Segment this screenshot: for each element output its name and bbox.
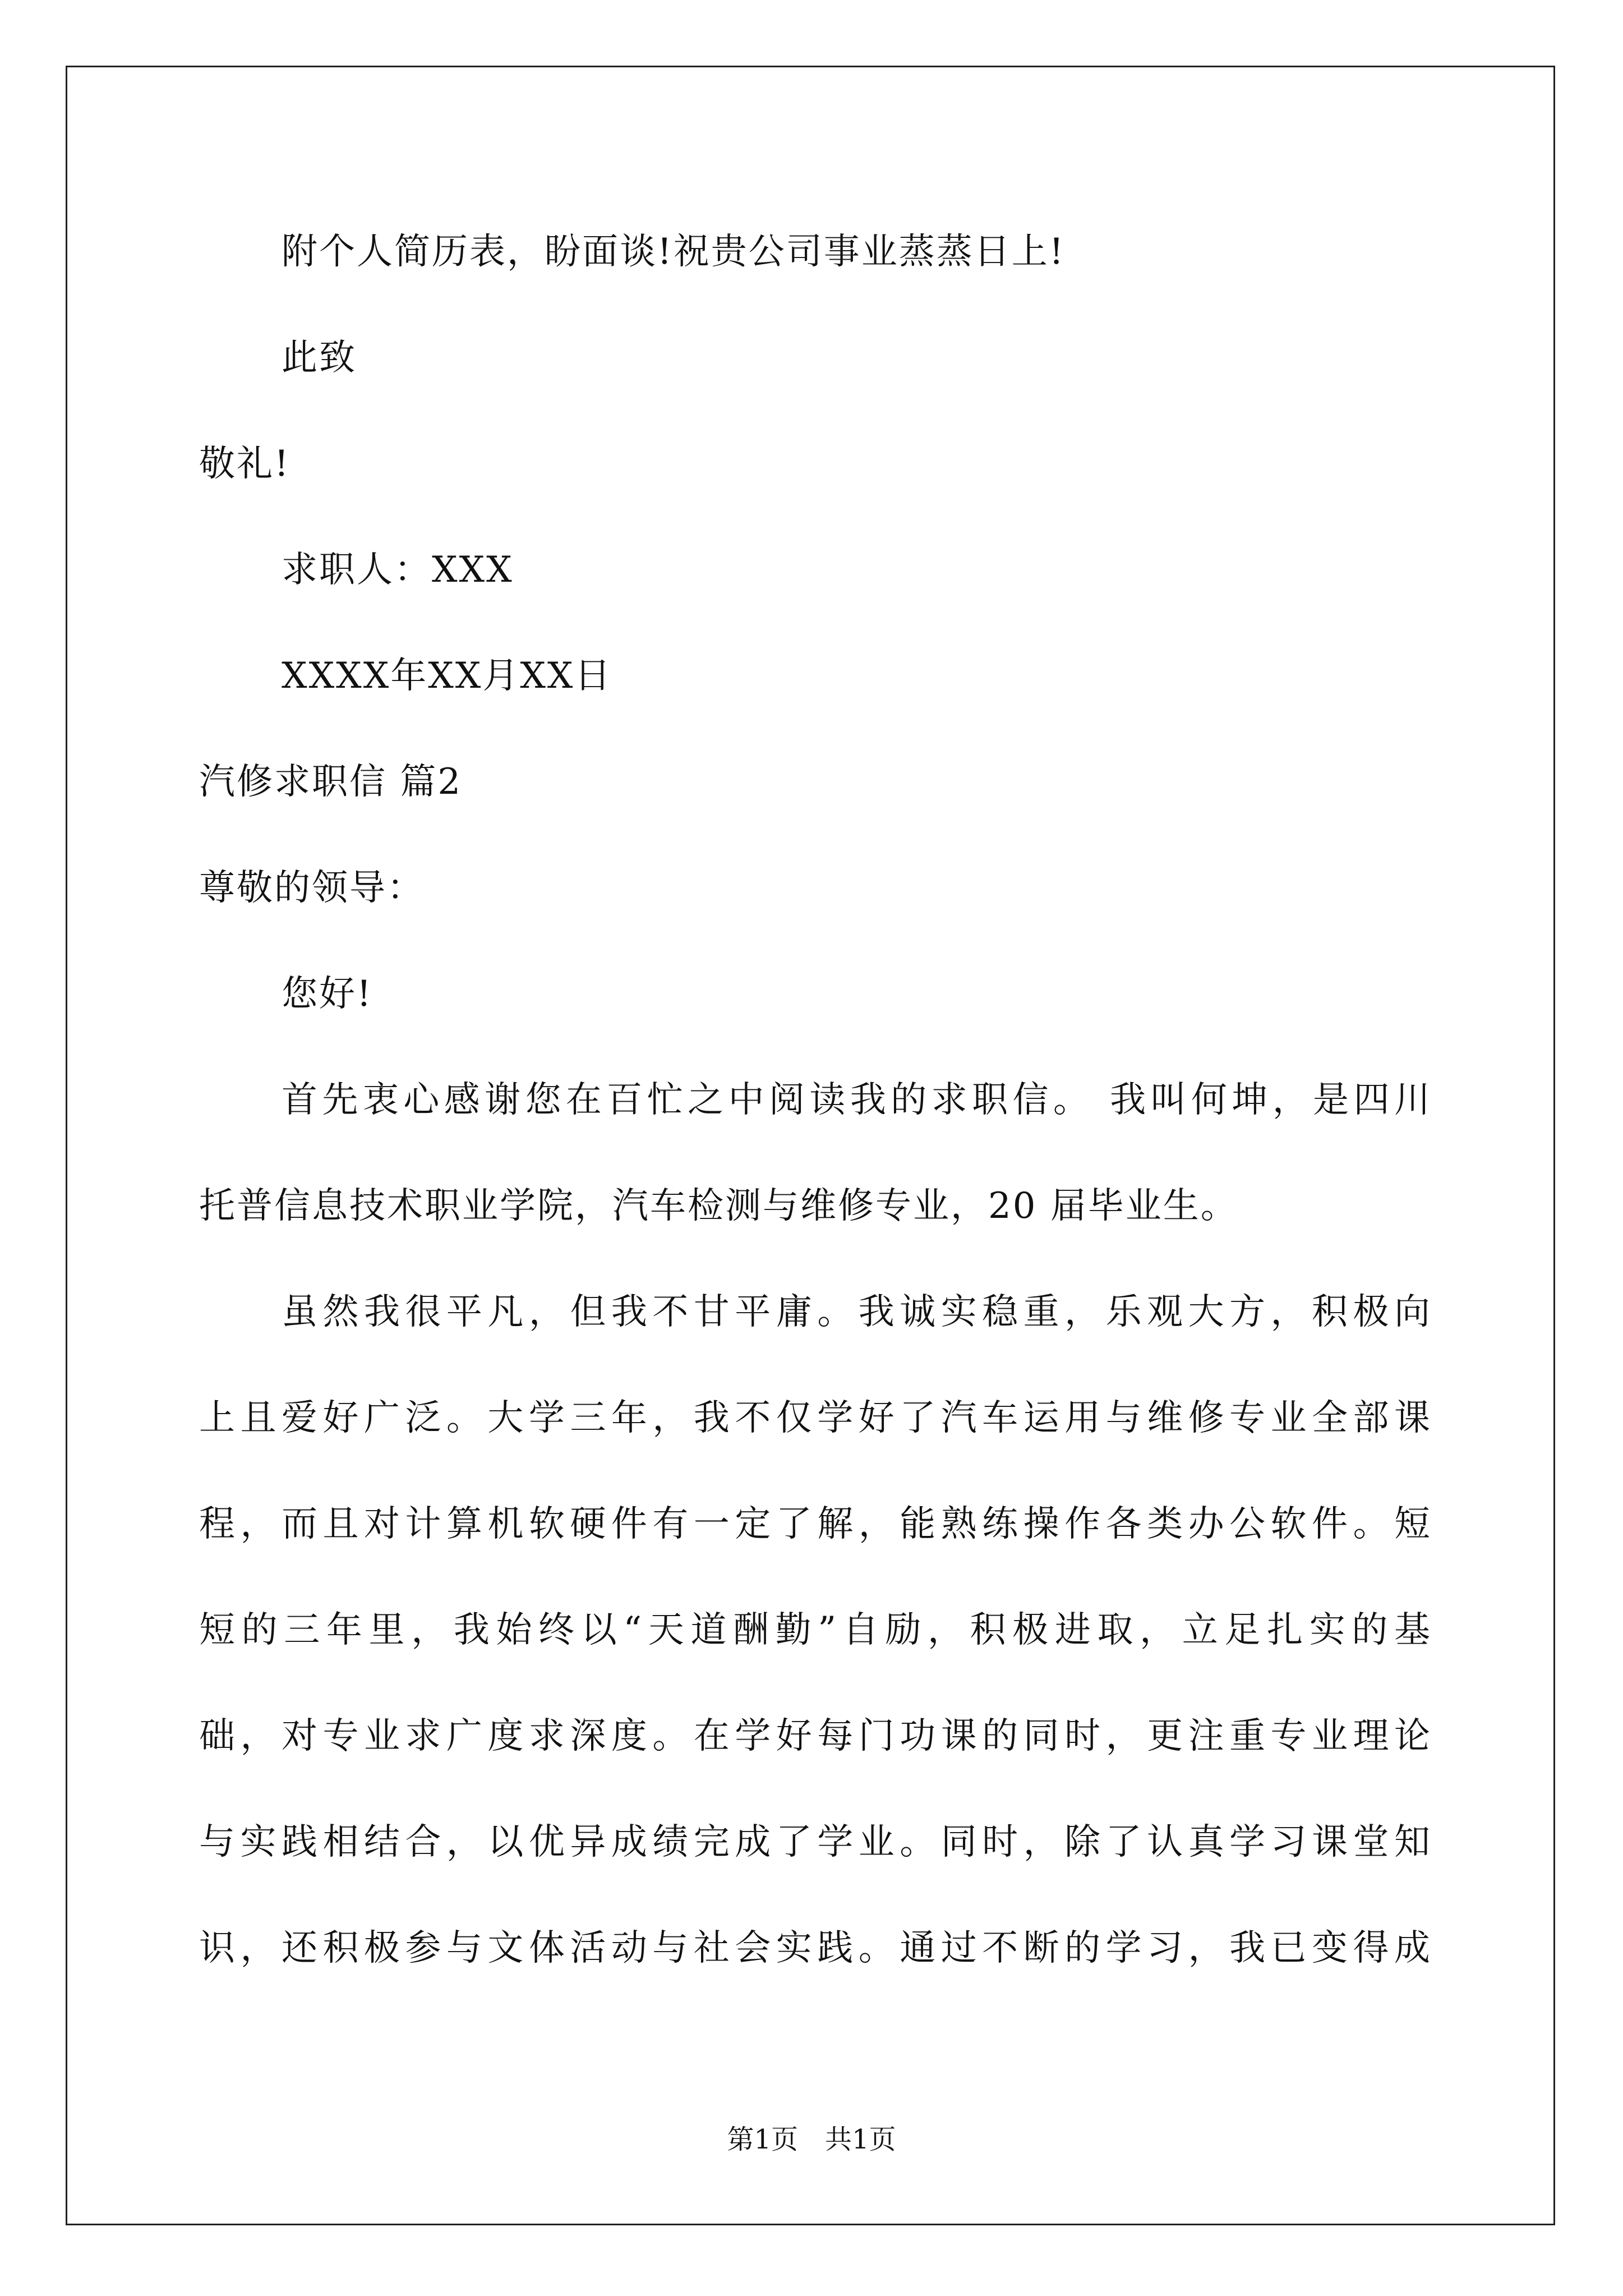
salutation-cizhi: 此致 <box>282 337 357 379</box>
greeting-recipient: 尊敬的领导： <box>199 867 425 909</box>
page-number-footer: 第1页 共1页 <box>727 2124 896 2155</box>
body-paragraph-line: 程，而且对计算机软硬件有一定了解，能熟练操作各类办公软件。短 <box>199 1503 1432 1545</box>
body-paragraph-line: 与实践相结合，以优异成绩完成了学业。同时，除了认真学习课堂知 <box>199 1821 1432 1863</box>
salutation-jingli: 敬礼! <box>199 443 291 485</box>
page-border <box>66 66 1555 2225</box>
body-paragraph-line: 识，还积极参与文体活动与社会实践。通过不断的学习，我已变得成 <box>199 1927 1432 1969</box>
section-heading: 汽修求职信 篇2 <box>199 761 463 803</box>
intro-paragraph-line: 首先衷心感谢您在百忙之中阅读我的求职信。 我叫何坤，是四川 <box>282 1079 1432 1121</box>
applicant-name: 求职人：XXX <box>282 549 514 591</box>
closing-paragraph: 附个人简历表，盼面谈!祝贵公司事业蒸蒸日上! <box>282 231 1066 273</box>
body-paragraph-line: 短的三年里，我始终以“天道酬勤”自励，积极进取，立足扎实的基 <box>199 1609 1432 1651</box>
body-paragraph-line: 上且爱好广泛。大学三年，我不仅学好了汽车运用与维修专业全部课 <box>199 1397 1432 1439</box>
letter-date: XXXX年XX月XX日 <box>282 655 612 697</box>
body-paragraph-line: 虽然我很平凡，但我不甘平庸。我诚实稳重，乐观大方，积极向 <box>282 1291 1432 1333</box>
intro-paragraph-line: 托普信息技术职业学院，汽车检测与维修专业，20 届毕业生。 <box>199 1185 1238 1227</box>
body-paragraph-line: 础，对专业求广度求深度。在学好每门功课的同时，更注重专业理论 <box>199 1715 1432 1757</box>
greeting-hello: 您好! <box>282 973 373 1015</box>
